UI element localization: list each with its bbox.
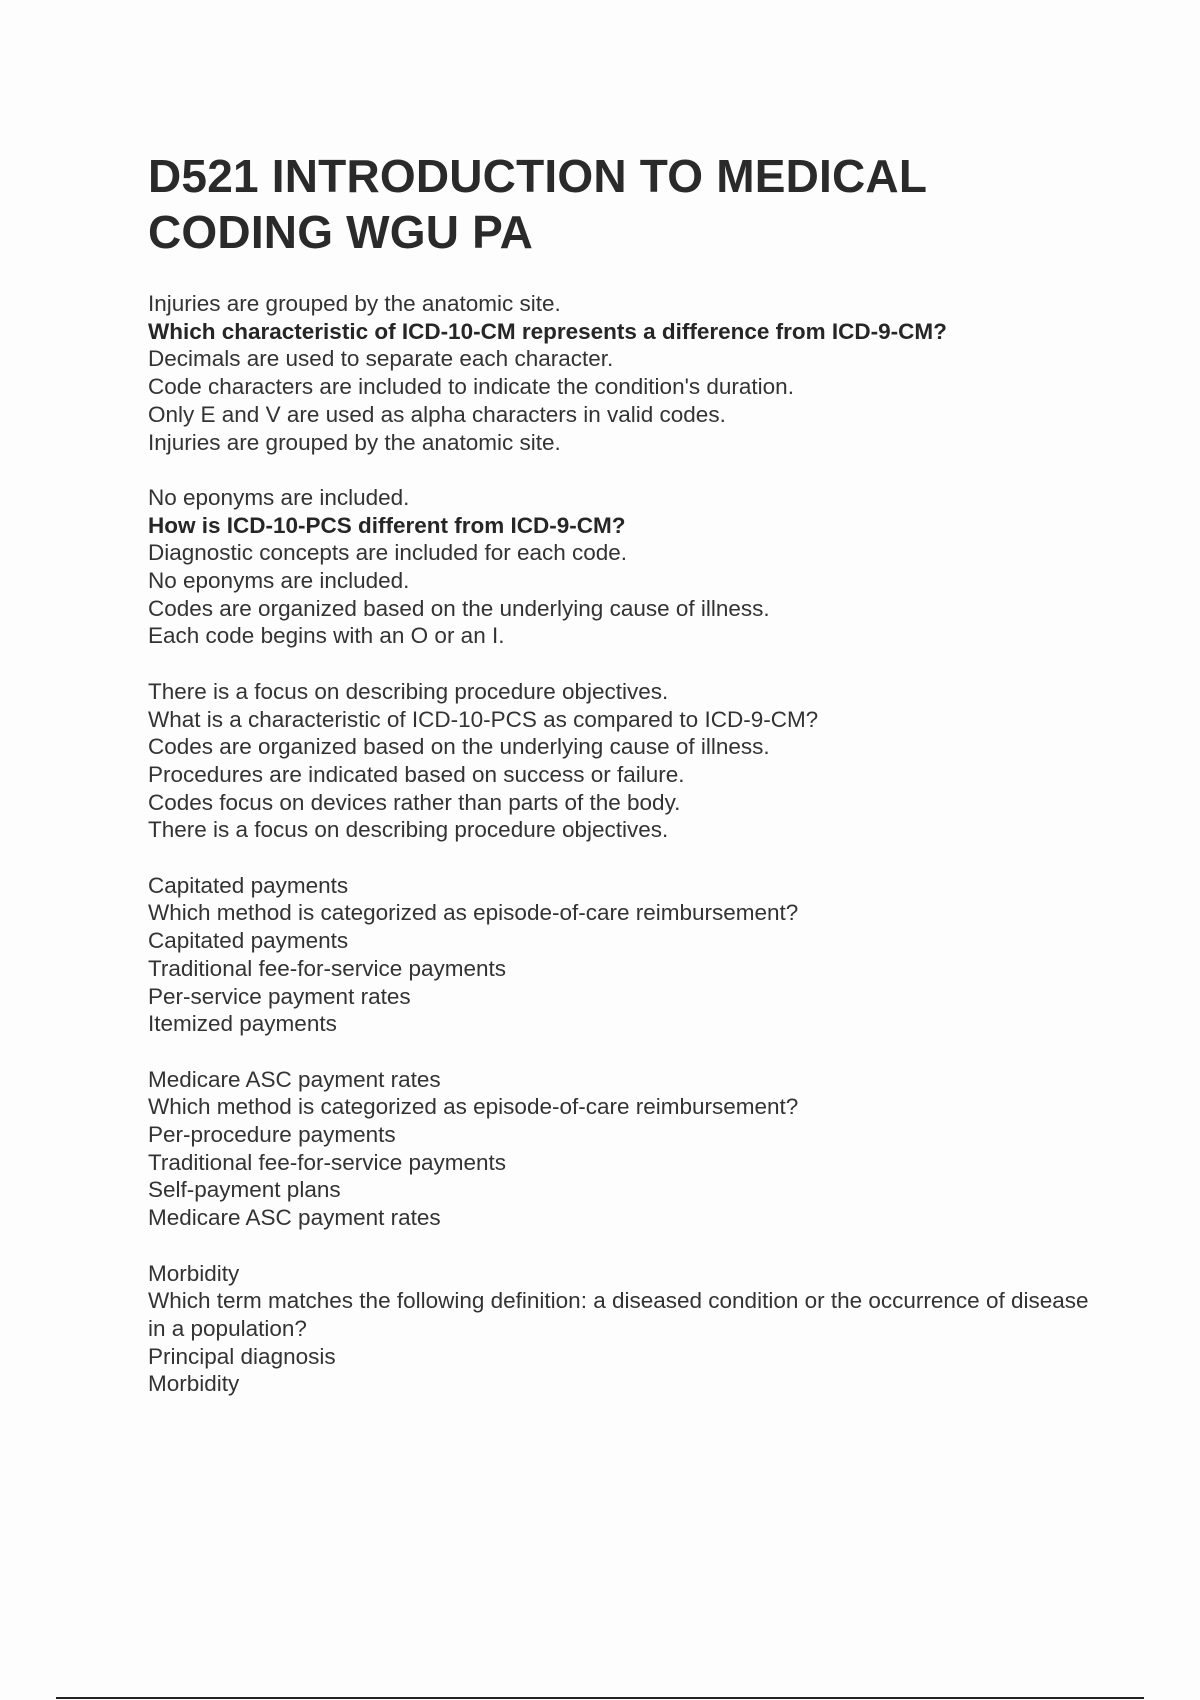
option-text: Codes focus on devices rather than parts of the body.	[148, 789, 681, 815]
option-text: Self-payment plans	[148, 1177, 341, 1203]
document-title	[148, 148, 1108, 260]
option-text: Itemized payments	[148, 1011, 337, 1037]
option-text: No eponyms are included.	[148, 568, 410, 594]
answer-text: There is a focus on describing procedure objectives.	[148, 678, 669, 704]
question-text: What is a characteristic of ICD-10-PCS as compared to ICD-9-CM?	[148, 706, 819, 732]
option-text: Injuries are grouped by the anatomic site.	[148, 429, 561, 455]
answer-text: No eponyms are included.	[148, 484, 410, 510]
answer-text: Medicare ASC payment rates	[148, 1066, 441, 1092]
option-text: Medicare ASC payment rates	[148, 1205, 441, 1231]
option-text: Principal diagnosis	[148, 1343, 336, 1369]
option-text: Per-service payment rates	[148, 983, 411, 1009]
option-text: Capitated payments	[148, 928, 349, 954]
question-text: Which term matches the following definition: a diseased condition or the occurrence of disease in a population?	[148, 1288, 1089, 1341]
option-text: Traditional fee-for-service payments	[148, 1149, 507, 1175]
qa-block-5	[148, 1066, 1108, 1232]
qa-block-6	[148, 1260, 1108, 1399]
title-line-2: CODING WGU PA	[148, 206, 534, 258]
qa-block-2	[148, 484, 1108, 650]
qa-block-4	[148, 872, 1108, 1038]
question-text: Which characteristic of ICD-10-CM represents a difference from ICD-9-CM?	[148, 318, 947, 344]
option-text: Only E and V are used as alpha characters in valid codes.	[148, 401, 726, 427]
bottom-rule	[56, 1697, 1144, 1699]
option-text: Codes are organized based on the underlying cause of illness.	[148, 595, 770, 621]
answer-text: Morbidity	[148, 1260, 240, 1286]
title-line-1: D521 INTRODUCTION TO MEDICAL	[148, 150, 928, 202]
option-text: Per-procedure payments	[148, 1122, 396, 1148]
answer-text: Injuries are grouped by the anatomic site.	[148, 291, 561, 316]
question-text: Which method is categorized as episode-of-care reimbursement?	[148, 900, 799, 926]
qa-block-1	[148, 290, 1108, 456]
option-text: Diagnostic concepts are included for each code.	[148, 540, 628, 566]
question-text: Which method is categorized as episode-of-care reimbursement?	[148, 1094, 799, 1120]
qa-block-3	[148, 678, 1108, 844]
option-text: Code characters are included to indicate the condition's duration.	[148, 374, 794, 400]
option-text: Morbidity	[148, 1371, 240, 1397]
document-content	[148, 148, 1108, 1426]
option-text: Each code begins with an O or an I.	[148, 623, 505, 649]
option-text: Procedures are indicated based on success or failure.	[148, 761, 685, 787]
option-text: Traditional fee-for-service payments	[148, 955, 507, 981]
option-text: Decimals are used to separate each character.	[148, 346, 614, 372]
question-text: How is ICD-10-PCS different from ICD-9-CM?	[148, 512, 626, 538]
answer-text: Capitated payments	[148, 872, 349, 898]
option-text: There is a focus on describing procedure objectives.	[148, 817, 669, 843]
option-text: Codes are organized based on the underlying cause of illness.	[148, 734, 770, 760]
